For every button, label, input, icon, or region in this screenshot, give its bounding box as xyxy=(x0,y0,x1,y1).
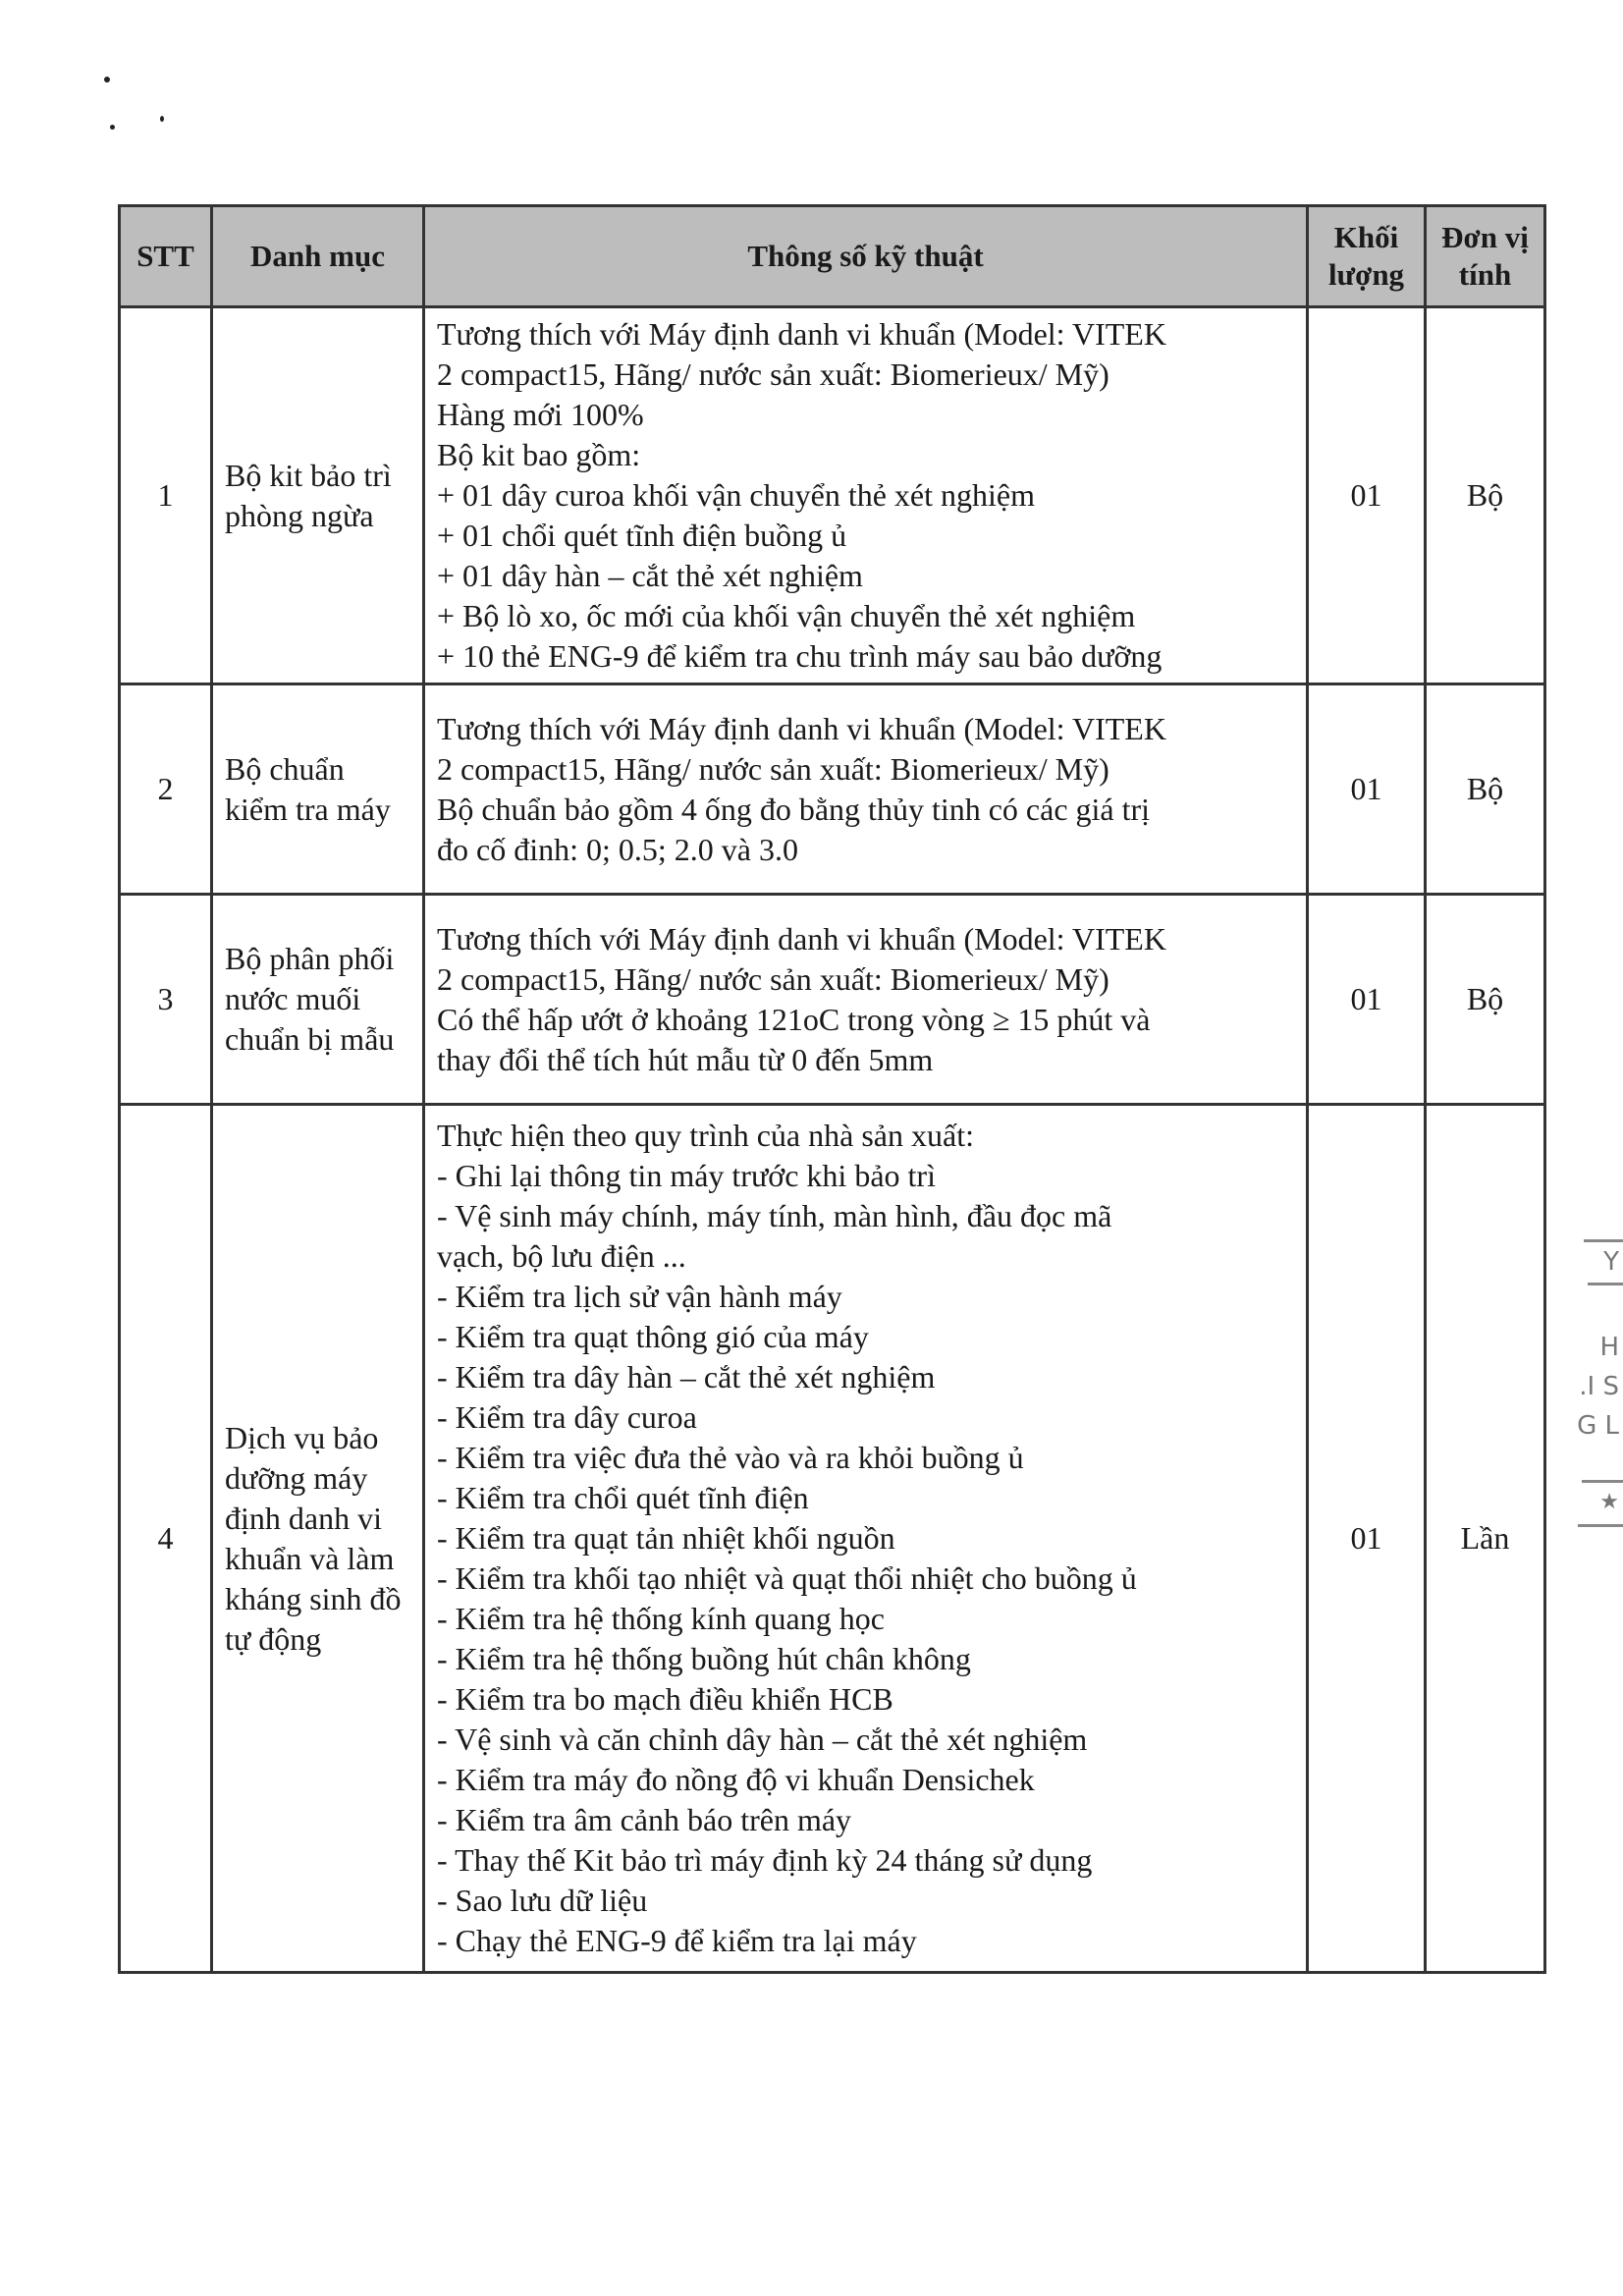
stamp-fragment-text: Y xyxy=(1603,1247,1619,1277)
spec-line: 2 compact15, Hãng/ nước sản xuất: Biomerieux/ Mỹ) xyxy=(437,960,1109,997)
spec-line: - Kiểm tra việc đưa thẻ vào và ra khỏi buồng ủ xyxy=(437,1440,1024,1475)
stamp-fragment-text: H xyxy=(1599,1333,1619,1362)
table-header-row xyxy=(120,206,1545,307)
row-unit: Lần xyxy=(1426,1105,1545,1973)
spec-line: - Kiểm tra quạt thông gió của máy xyxy=(437,1319,869,1354)
spec-line: - Kiểm tra hệ thống buồng hút chân không xyxy=(437,1641,971,1676)
spec-line: - Vệ sinh và căn chỉnh dây hàn – cắt thẻ xét nghiệm xyxy=(437,1722,1088,1757)
technical-spec-table xyxy=(118,204,1546,1974)
spec-line: - Kiểm tra dây curoa xyxy=(437,1399,697,1435)
row-spec xyxy=(424,895,1308,1105)
table-row xyxy=(120,307,1545,684)
spec-line: đo cố đinh: 0; 0.5; 2.0 và 3.0 xyxy=(437,831,798,867)
spec-line: - Vệ sinh máy chính, máy tính, màn hình, đầu đọc mã xyxy=(437,1198,1112,1233)
table-row xyxy=(120,895,1545,1105)
spec-line: thay đổi thể tích hút mẫu từ 0 đến 5mm xyxy=(437,1041,934,1077)
row-unit: Bộ xyxy=(1426,684,1545,895)
star-icon: ★ xyxy=(1599,1490,1619,1514)
spec-line: vạch, bộ lưu điện ... xyxy=(437,1238,686,1274)
spec-line: - Ghi lại thông tin máy trước khi bảo trì xyxy=(437,1158,936,1193)
scan-speck xyxy=(160,116,164,122)
row-spec xyxy=(424,307,1308,684)
row-category-name: Bộ phân phối nước muối chuẩn bị mẫu xyxy=(212,895,424,1105)
row-stt: 1 xyxy=(120,307,212,684)
spec-line: - Kiểm tra khối tạo nhiệt và quạt thổi nhiệt cho buồng ủ xyxy=(437,1560,1137,1596)
row-unit: Bộ xyxy=(1426,895,1545,1105)
spec-line: Hàng mới 100% xyxy=(437,397,644,432)
row-quantity: 01 xyxy=(1308,895,1426,1105)
spec-line: Có thể hấp ướt ở khoảng 121oC trong vòng ≥ 15 phút và xyxy=(437,1001,1151,1037)
scan-speck xyxy=(104,77,110,82)
spec-line: + 10 thẻ ENG-9 để kiểm tra chu trình máy sau bảo dưỡng xyxy=(437,638,1163,674)
spec-line: - Kiểm tra chổi quét tĩnh điện xyxy=(437,1480,809,1515)
stamp-fragment xyxy=(1574,1239,1623,1534)
table-row xyxy=(120,684,1545,895)
spec-line: - Chạy thẻ ENG-9 để kiểm tra lại máy xyxy=(437,1923,917,1958)
spec-line: Tương thích với Máy định danh vi khuẩn (Model: VITEK xyxy=(437,920,1166,957)
spec-line: - Thay thế Kit bảo trì máy định kỳ 24 tháng sử dụng xyxy=(437,1842,1093,1878)
row-quantity: 01 xyxy=(1308,1105,1426,1973)
spec-line: + Bộ lò xo, ốc mới của khối vận chuyển thẻ xét nghiệm xyxy=(437,598,1136,633)
stamp-fragment-text: G L xyxy=(1577,1411,1619,1441)
spec-line: Tương thích với Máy định danh vi khuẩn (Model: VITEK xyxy=(437,316,1166,352)
row-stt: 2 xyxy=(120,684,212,895)
row-stt: 3 xyxy=(120,895,212,1105)
row-category-name: Bộ chuẩn kiểm tra máy xyxy=(212,684,424,895)
header-stt: STT xyxy=(120,206,212,307)
row-category-name: Bộ kit bảo trì phòng ngừa xyxy=(212,307,424,684)
spec-line: + 01 dây curoa khối vận chuyển thẻ xét nghiệm xyxy=(437,477,1035,513)
spec-line: Tương thích với Máy định danh vi khuẩn (Model: VITEK xyxy=(437,710,1166,746)
spec-line: - Kiểm tra bo mạch điều khiển HCB xyxy=(437,1681,893,1717)
spec-line: - Kiểm tra hệ thống kính quang học xyxy=(437,1601,885,1636)
spec-line: - Kiểm tra dây hàn – cắt thẻ xét nghiệm xyxy=(437,1359,936,1394)
spec-line: Thực hiện theo quy trình của nhà sản xuất: xyxy=(437,1118,974,1153)
scan-speck xyxy=(110,125,115,130)
spec-line: 2 compact15, Hãng/ nước sản xuất: Biomerieux/ Mỹ) xyxy=(437,750,1109,787)
row-unit: Bộ xyxy=(1426,307,1545,684)
spec-line: - Kiểm tra âm cảnh báo trên máy xyxy=(437,1802,852,1837)
spec-line: + 01 dây hàn – cắt thẻ xét nghiệm xyxy=(437,558,863,593)
row-quantity: 01 xyxy=(1308,684,1426,895)
spec-line: - Sao lưu dữ liệu xyxy=(437,1883,648,1918)
header-quantity: Khối lượng xyxy=(1308,206,1426,307)
row-spec xyxy=(424,684,1308,895)
row-spec xyxy=(424,1105,1308,1973)
header-unit: Đơn vị tính xyxy=(1426,206,1545,307)
row-quantity: 01 xyxy=(1308,307,1426,684)
stamp-fragment-text: .I S xyxy=(1579,1372,1619,1401)
header-spec: Thông số kỹ thuật xyxy=(424,206,1308,307)
spec-line: Bộ chuẩn bảo gồm 4 ống đo bằng thủy tinh có các giá trị xyxy=(437,791,1151,827)
spec-line: - Kiểm tra lịch sử vận hành máy xyxy=(437,1279,842,1314)
spec-line: - Kiểm tra máy đo nồng độ vi khuẩn Densichek xyxy=(437,1762,1035,1797)
spec-line: + 01 chổi quét tĩnh điện buồng ủ xyxy=(437,518,847,553)
table-row xyxy=(120,1105,1545,1973)
spec-line: - Kiểm tra quạt tản nhiệt khối nguồn xyxy=(437,1520,895,1556)
row-category-name: Dịch vụ bảo dưỡng máy định danh vi khuẩn và làm kháng sinh đồ tự động xyxy=(212,1105,424,1973)
row-stt: 4 xyxy=(120,1105,212,1973)
spec-line: Bộ kit bao gồm: xyxy=(437,437,641,472)
header-category: Danh mục xyxy=(212,206,424,307)
spec-line: 2 compact15, Hãng/ nước sản xuất: Biomerieux/ Mỹ) xyxy=(437,356,1109,392)
